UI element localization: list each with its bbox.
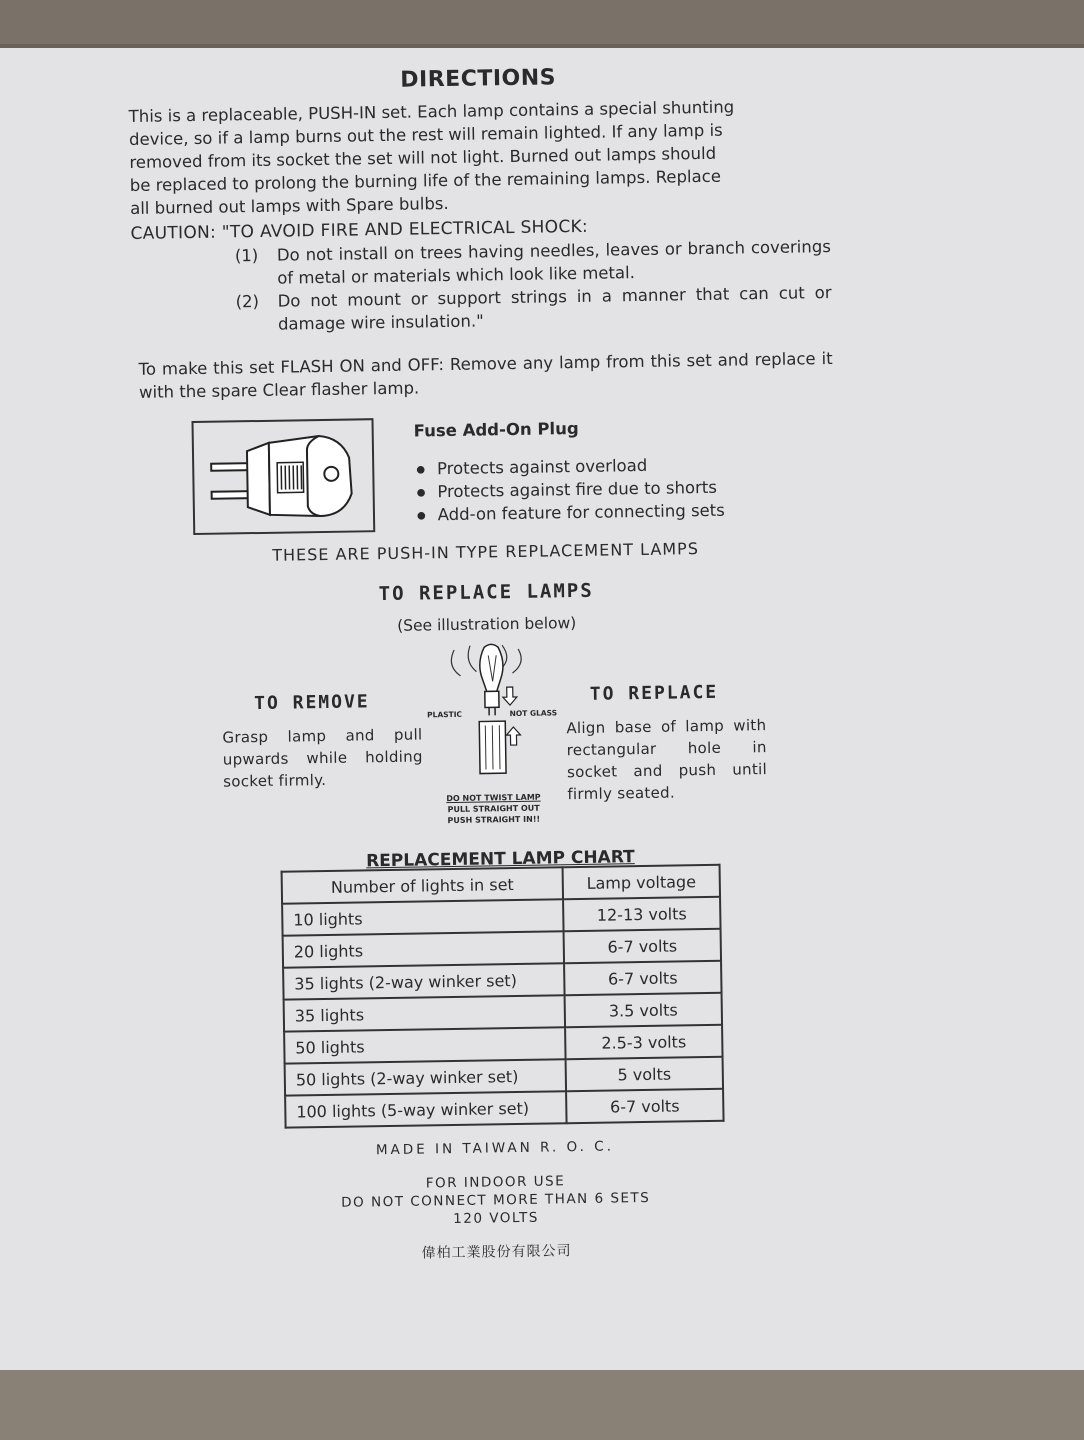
directions-line: This is a replaceable, PUSH-IN set. Each lamp contains a special shunting xyxy=(128,97,735,126)
lights-cell: 35 lights xyxy=(284,995,565,1031)
voltage-cell: 6-7 volts xyxy=(564,929,721,963)
directions-line: removed from its socket the set will not light. Burned out lamps should xyxy=(129,143,717,172)
replace-illustration-row xyxy=(137,636,840,831)
directions-line: be replaced to prolong the burning life of the remaining lamps. Replace xyxy=(129,166,722,195)
replace-lamps-title: TO REPLACE LAMPS xyxy=(378,579,594,606)
chart-title: REPLACEMENT LAMP CHART xyxy=(365,847,635,872)
fuse-bullet: ● Protects against overload xyxy=(414,454,724,482)
max-sets-label: DO NOT CONNECT MORE THAN 6 SETS xyxy=(341,1189,651,1211)
plastic-label: PLASTIC xyxy=(427,709,463,720)
lights-cell: 50 lights (2-way winker set) xyxy=(285,1059,566,1095)
fuse-bullet: ● Protects against fire due to shorts xyxy=(414,477,724,505)
push-in-notice: THESE ARE PUSH-IN TYPE REPLACEMENT LAMPS xyxy=(272,539,700,565)
lights-cell: 100 lights (5-way winker set) xyxy=(285,1091,566,1127)
lights-cell: 10 lights xyxy=(282,899,563,935)
fuse-bullet: ● Add-on feature for connecting sets xyxy=(415,500,725,528)
voltage-label: 120 VOLTS xyxy=(453,1209,540,1228)
voltage-cell: 6-7 volts xyxy=(566,1089,723,1123)
not-glass-label: NOT GLASS xyxy=(509,708,558,719)
remove-text: Grasp lamp and pull upwards while holding socket firmly. xyxy=(222,725,423,791)
lamp-chart-table xyxy=(281,864,725,1129)
warning-line: DO NOT TWIST LAMP xyxy=(446,792,541,804)
fuse-section xyxy=(133,411,835,536)
fuse-plug-icon xyxy=(191,418,375,535)
remove-heading: TO REMOVE xyxy=(253,691,370,715)
warning-line: PUSH STRAIGHT IN!! xyxy=(447,814,541,826)
voltage-cell: 2.5-3 volts xyxy=(565,1025,722,1059)
caution-heading: CAUTION: "TO AVOID FIRE AND ELECTRICAL SHOCK: xyxy=(130,216,589,244)
replace-column xyxy=(565,637,768,824)
header-cell: Number of lights in set xyxy=(282,867,563,903)
voltage-cell: 6-7 volts xyxy=(564,961,721,995)
lamp-illustration xyxy=(421,640,564,826)
caution-list xyxy=(235,235,832,336)
caution-item-number: (1) xyxy=(234,245,259,266)
caution-item-text: Do not install on trees having needles, leaves or branch coverings of metal or materials which look like metal. xyxy=(276,236,831,288)
header-cell: Lamp voltage xyxy=(563,865,720,899)
caution-item xyxy=(235,281,832,336)
company-name: 偉柏工業股份有限公司 xyxy=(421,1243,572,1262)
indoor-use-label: FOR INDOOR USE xyxy=(425,1173,566,1192)
voltage-cell: 5 volts xyxy=(566,1057,723,1091)
voltage-cell: 12-13 volts xyxy=(563,897,720,931)
replacement-lamp-chart xyxy=(280,846,724,1129)
remove-column xyxy=(221,642,424,829)
fuse-info xyxy=(413,413,725,532)
table-surface xyxy=(0,1370,1084,1440)
directions-line: device, so if a lamp burns out the rest will remain lighted. If any lamp is xyxy=(128,120,723,149)
directions-title: DIRECTIONS xyxy=(400,65,557,93)
lamp-warning xyxy=(446,792,541,826)
warning-line: PULL STRAIGHT OUT xyxy=(447,803,540,815)
directions-page xyxy=(128,61,847,1267)
directions-line: all burned out lamps with Spare bulbs. xyxy=(129,193,449,218)
fuse-bullet-list xyxy=(414,454,725,528)
replace-heading: TO REPLACE xyxy=(589,681,719,705)
replace-text: Align base of lamp with rectangular hole in socket and push until firmly seated. xyxy=(566,716,768,804)
table-row xyxy=(285,1089,723,1128)
made-in-label: MADE IN TAIWAN R. O. C. xyxy=(375,1138,615,1159)
lights-cell: 50 lights xyxy=(284,1027,565,1063)
voltage-cell: 3.5 volts xyxy=(565,993,722,1027)
lights-cell: 20 lights xyxy=(283,931,564,967)
fuse-title: Fuse Add-On Plug xyxy=(413,418,579,441)
caution-item-number: (2) xyxy=(235,291,260,312)
see-illustration-note: (See illustration below) xyxy=(396,614,577,635)
caution-item-text: Do not mount or support strings in a manner that can cut or damage wire insulation." xyxy=(277,282,832,334)
footer xyxy=(145,1134,847,1267)
directions-paragraph xyxy=(129,94,831,220)
lights-cell: 35 lights (2-way winker set) xyxy=(283,963,564,999)
flash-instructions: To make this set FLASH ON and OFF: Remove any lamp from this set and replace it with the spare Clear flasher lamp. xyxy=(138,348,833,402)
